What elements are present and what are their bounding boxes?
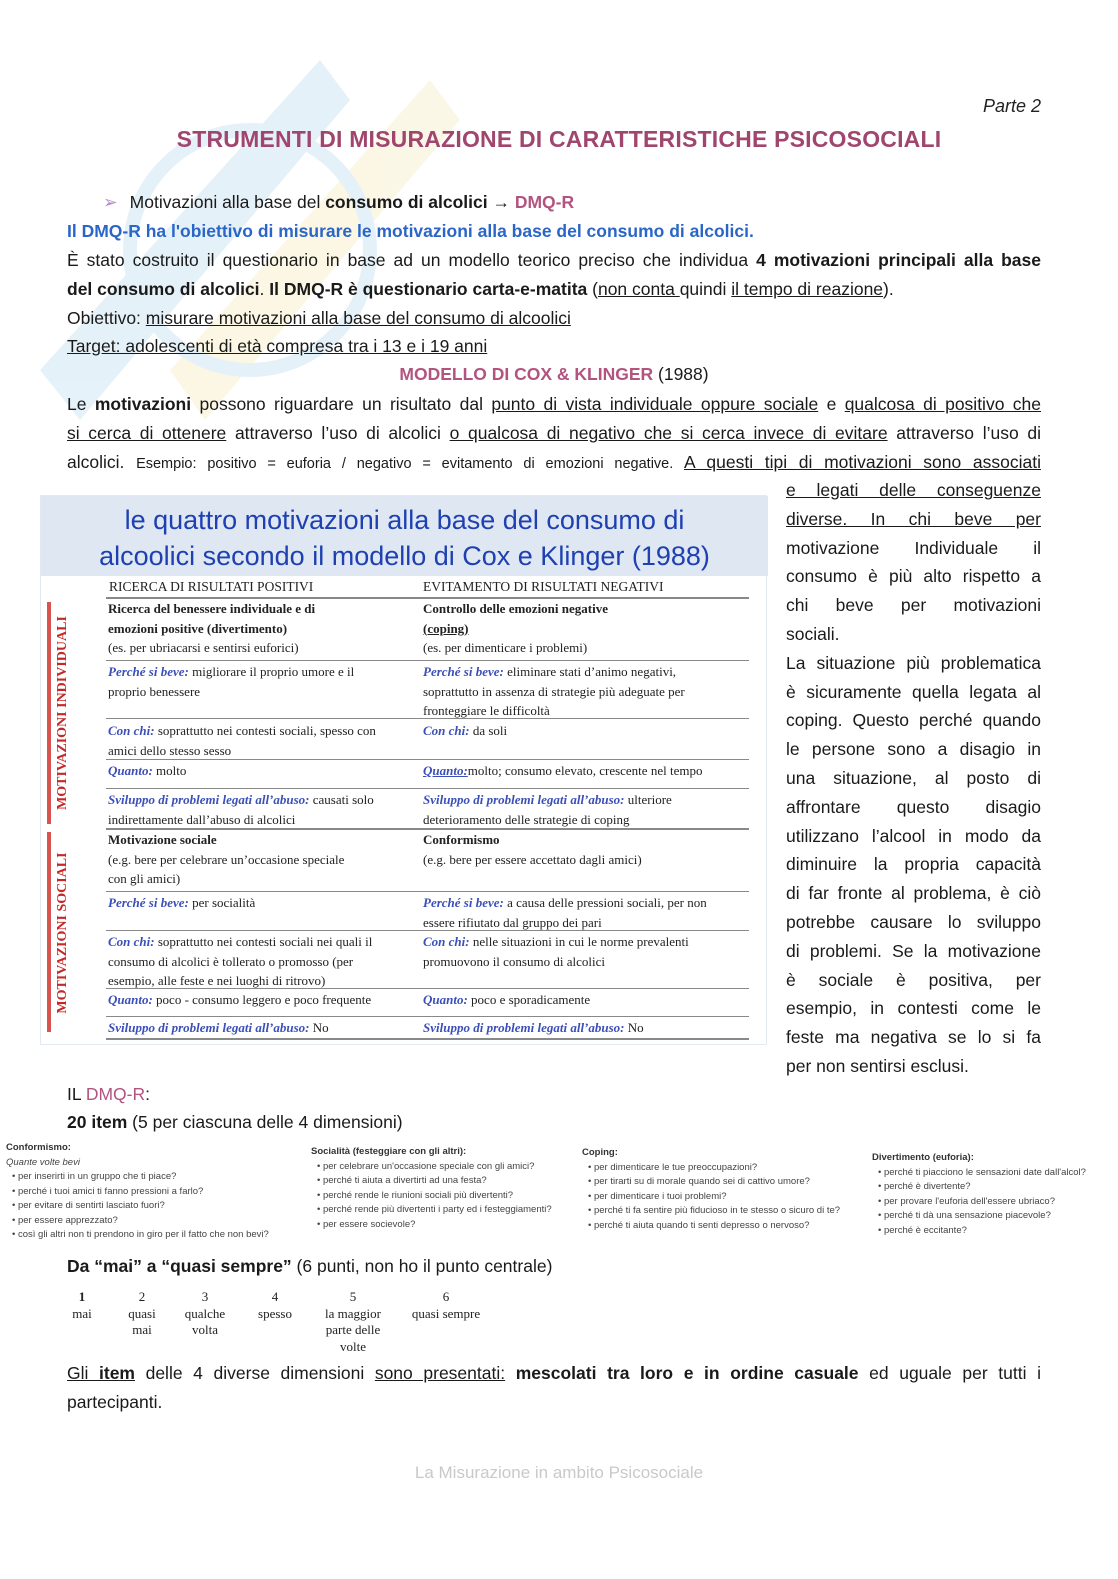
text: Ricerca del benessere individuale e di bbox=[108, 601, 316, 616]
arrow-text: → bbox=[487, 192, 515, 212]
paragraph-line bbox=[67, 448, 1041, 479]
side-line: coping. Questo perché quando bbox=[786, 710, 1041, 731]
dimension-divertimento bbox=[872, 1151, 1112, 1238]
text: nelle situazioni in cui le norme prevalenti bbox=[469, 934, 689, 949]
figure-title: le quattro motivazioni alla base del consumo di bbox=[124, 505, 685, 535]
scale-point bbox=[178, 1289, 232, 1339]
dmqr-tag: DMQ-R bbox=[85, 1084, 146, 1104]
text-underlined: non conta bbox=[597, 279, 680, 299]
text: soprattutto nei contesti sociali, spesso con bbox=[154, 723, 376, 738]
page-footer: La Misurazione in ambito Psicosociale bbox=[414, 1463, 704, 1482]
side-line: diminuire la propria capacità bbox=[786, 854, 1041, 875]
objective-text: misurare motivazioni alla base del consumo di alcoolici bbox=[145, 308, 571, 328]
side-line: di far fronte al problema, è ciò bbox=[786, 883, 1041, 904]
text-italic: Sviluppo di problemi legati all’abuso: bbox=[423, 792, 625, 807]
text: a causa delle pressioni sociali, per non bbox=[503, 895, 707, 910]
text: ed uguale per tutti i bbox=[858, 1363, 1041, 1383]
divider bbox=[106, 759, 749, 760]
text: amici dello stesso sesso bbox=[108, 742, 232, 758]
cell-social-positive-with bbox=[108, 932, 413, 991]
model-title: MODELLO DI COX & KLINGER bbox=[399, 364, 654, 384]
text-bold: mescolati tra loro e in ordine casuale bbox=[505, 1363, 859, 1383]
side-label-social: MOTIVAZIONI SOCIALI bbox=[55, 852, 70, 1014]
list-item: • per essere socievole? bbox=[311, 1218, 576, 1233]
list-item: • per dimenticare i tuoi problemi? bbox=[582, 1190, 867, 1205]
scale-number: 4 bbox=[271, 1289, 279, 1304]
text: (5 per ciascuna delle 4 dimensioni) bbox=[127, 1112, 403, 1132]
text: No bbox=[624, 1020, 644, 1035]
column-header-left: RICERCA DI RISULTATI POSITIVI bbox=[109, 579, 314, 594]
text: poco e sporadicamente bbox=[467, 992, 591, 1007]
cell-social-negative-why bbox=[423, 893, 748, 932]
cell-social-negative-qty bbox=[423, 990, 590, 1010]
text-italic: Perché si beve: bbox=[423, 895, 504, 910]
text: proprio benessere bbox=[108, 683, 201, 699]
dmqr-tag: DMQ-R bbox=[514, 192, 575, 212]
text: partecipanti. bbox=[67, 1392, 163, 1412]
text: (6 punti, non ho il punto centrale) bbox=[291, 1256, 553, 1276]
bullet-text: Motivazioni alla base del bbox=[129, 192, 326, 212]
dmq-items-line bbox=[67, 1108, 1041, 1137]
objective-label: Obiettivo: bbox=[67, 308, 146, 328]
list-item: • per celebrare un'occasione speciale con gli amici? bbox=[311, 1160, 576, 1175]
bullet-line bbox=[103, 188, 1041, 217]
cell-social-positive-dev bbox=[108, 1018, 329, 1038]
scale-label: spesso bbox=[258, 1305, 292, 1321]
text-bold: Da bbox=[67, 1256, 95, 1276]
dimension-subtitle: Quante volte bevi bbox=[6, 1156, 80, 1168]
side-bar bbox=[47, 832, 51, 1032]
text: fronteggiare le difficoltà bbox=[423, 703, 550, 719]
text: emozioni positive (divertimento) bbox=[108, 620, 288, 636]
text: Controllo delle emozioni negative bbox=[423, 601, 608, 616]
scale-number: 6 bbox=[442, 1289, 450, 1304]
text-italic: Sviluppo di problemi legati all’abuso: bbox=[423, 1020, 625, 1035]
list-item: • perché ti aiuta a divertirti ad una festa? bbox=[311, 1174, 576, 1189]
scale-point bbox=[60, 1289, 104, 1322]
text-underlined: qualcosa di positivo che bbox=[844, 394, 1042, 414]
text-underlined: o qualcosa di negativo che si cerca invece di evitare bbox=[449, 423, 888, 443]
side-line: sociali. bbox=[786, 623, 840, 644]
list-item: • perché ti dà una sensazione piacevole? bbox=[872, 1209, 1112, 1224]
text-italic: Quanto: bbox=[423, 763, 468, 778]
model-heading bbox=[67, 360, 1041, 389]
text: attraverso l’uso di bbox=[887, 423, 1041, 443]
text-italic: Sviluppo di problemi legati all’abuso: bbox=[108, 1020, 310, 1035]
text-bold: “quasi sempre” bbox=[161, 1256, 292, 1276]
text: consumo di alcolici è tollerato o promosso (per bbox=[108, 953, 354, 969]
column-header-right: EVITAMENTO DI RISULTATI NEGATIVI bbox=[423, 579, 664, 594]
side-label-individual: MOTIVAZIONI INDIVIDUALI bbox=[55, 616, 70, 810]
text: (e.g. bere per essere accettato dagli amici) bbox=[423, 851, 642, 867]
cell-individual-positive-why bbox=[108, 662, 413, 701]
side-line: affrontare questo disagio bbox=[786, 796, 1041, 817]
scale-point bbox=[250, 1289, 300, 1322]
text: No bbox=[309, 1020, 329, 1035]
list-item: • perché rende più divertenti i party ed i festeggiamenti? bbox=[311, 1203, 576, 1218]
side-line: di problemi. Se la motivazione bbox=[786, 940, 1041, 961]
cell-social-positive-qty bbox=[108, 990, 371, 1010]
list-item: • per provare l'euforia dell'essere ubriaco? bbox=[872, 1195, 1112, 1210]
text-italic: Perché si beve: bbox=[423, 664, 504, 679]
list-item: • per essere apprezzato? bbox=[6, 1214, 306, 1229]
paragraph-line bbox=[67, 1388, 1041, 1417]
text: per socialità bbox=[188, 895, 256, 910]
side-line bbox=[786, 505, 1041, 534]
paragraph-line bbox=[67, 275, 1041, 304]
text: È stato costruito il questionario in base ad un modello teorico preciso che individua bbox=[67, 250, 757, 270]
text: (es. per ubriacarsi e sentirsi euforici) bbox=[108, 640, 299, 656]
list-item: • per tirarti su di morale quando sei di cattivo umore? bbox=[582, 1175, 867, 1190]
paragraph-line bbox=[67, 246, 1041, 275]
scale-line bbox=[67, 1252, 1041, 1281]
cell-individual-negative-qty bbox=[423, 761, 702, 781]
text: soprattutto in assenza di strategie più adeguate per bbox=[423, 683, 685, 699]
arrow-bullet-icon: ➢ bbox=[103, 192, 118, 212]
divider bbox=[106, 1016, 749, 1017]
scale-label: quasi sempre bbox=[411, 1305, 481, 1321]
text-underlined: si cerca di ottenere bbox=[67, 423, 227, 443]
divider bbox=[106, 988, 749, 989]
side-line: chi beve per motivazioni bbox=[786, 595, 1041, 616]
text: molto bbox=[152, 763, 187, 778]
text: Le bbox=[67, 394, 95, 414]
divider bbox=[106, 891, 749, 892]
text: : bbox=[145, 1084, 150, 1104]
text: Motivazione sociale bbox=[108, 832, 217, 847]
figure-header bbox=[41, 496, 768, 576]
cell-individual-positive bbox=[108, 599, 413, 658]
text-italic: Quanto: bbox=[423, 992, 468, 1007]
text-underlined: punto di vista individuale oppure sociale bbox=[491, 394, 819, 414]
text-underlined: Gli bbox=[67, 1363, 99, 1383]
text: (e.g. bere per celebrare un’occasione speciale bbox=[108, 851, 345, 867]
scale-label: la maggior parte delle volte bbox=[325, 1305, 381, 1354]
cell-individual-negative bbox=[423, 599, 748, 658]
list-item: • perché ti fa sentire più fiducioso in te stesso o sicuro di te? bbox=[582, 1204, 867, 1219]
text: delle 4 diverse dimensioni bbox=[134, 1363, 375, 1383]
scale-number: 3 bbox=[201, 1289, 209, 1304]
side-line: è sicuramente quella legata al bbox=[786, 681, 1041, 702]
text: e bbox=[818, 394, 845, 414]
list-item: • perché è eccitante? bbox=[872, 1224, 1112, 1239]
list-item: • perché ti piacciono le sensazioni date dall'alcol? bbox=[872, 1166, 1112, 1181]
scale-label: mai bbox=[72, 1305, 92, 1321]
cell-individual-positive-dev bbox=[108, 790, 413, 829]
dimension-socialita bbox=[311, 1145, 576, 1232]
text: ( bbox=[587, 279, 598, 299]
cell-social-positive bbox=[108, 830, 413, 889]
text-italic: Con chi: bbox=[423, 934, 470, 949]
text: deterioramento delle strategie di coping bbox=[423, 811, 630, 827]
example-text: Esempio: positivo = euforia / negativo = evitamento di emozioni negative. bbox=[136, 456, 674, 472]
text: possono riguardare un risultato dal bbox=[191, 394, 492, 414]
cell-individual-negative-with bbox=[423, 721, 507, 741]
text: indirettamente dall’abuso di alcolici bbox=[108, 811, 296, 827]
text: poco - consumo leggero e poco frequente bbox=[152, 992, 372, 1007]
side-line: motivazione Individuale il bbox=[786, 537, 1041, 558]
scale-label: quasi mai bbox=[128, 1305, 156, 1337]
text-bold: Il DMQ-R è questionario carta-e-matita bbox=[269, 279, 588, 299]
text: Conformismo bbox=[423, 832, 500, 847]
cell-individual-positive-qty bbox=[108, 761, 186, 781]
text: quindi bbox=[679, 279, 732, 299]
side-line: e legati delle conseguenze bbox=[786, 480, 1041, 500]
text-bold: a bbox=[141, 1256, 162, 1276]
side-line: utilizzano l’alcool in modo da bbox=[786, 825, 1041, 846]
text: soprattutto nei contesti sociali nei quali il bbox=[154, 934, 373, 949]
dimension-title: Conformismo: bbox=[6, 1142, 71, 1153]
model-year: (1988) bbox=[653, 364, 709, 384]
text: ). bbox=[883, 279, 894, 299]
list-item: • perché è divertente? bbox=[872, 1180, 1112, 1195]
list-item: • così gli altri non ti prendono in giro per il fatto che non bevi? bbox=[6, 1228, 306, 1243]
dimension-title: Divertimento (euforia): bbox=[872, 1152, 974, 1163]
page-title: STRUMENTI DI MISURAZIONE DI CARATTERISTICHE PSICOSOCIALI bbox=[176, 126, 942, 152]
dimension-coping bbox=[582, 1146, 867, 1233]
paragraph-line bbox=[67, 390, 1041, 419]
divider bbox=[106, 1038, 749, 1040]
scale-point bbox=[120, 1289, 164, 1339]
text: causati solo bbox=[309, 792, 374, 807]
paragraph-line bbox=[67, 1359, 1041, 1388]
side-line: per non sentirsi esclusi. bbox=[786, 1055, 969, 1076]
list-item: • perché rende le riunioni sociali più divertenti? bbox=[311, 1189, 576, 1204]
cell-individual-negative-why bbox=[423, 662, 748, 721]
dimension-title: Socialità (festeggiare con gli altri): bbox=[311, 1146, 467, 1157]
side-line: feste ma negativa se lo si fa bbox=[786, 1027, 1041, 1048]
text: (coping) bbox=[423, 620, 469, 636]
text: promuovono il consumo di alcolici bbox=[423, 953, 605, 969]
text-bold: item bbox=[99, 1363, 135, 1383]
cell-individual-positive-with bbox=[108, 721, 413, 760]
objective-line bbox=[67, 304, 1041, 333]
cell-individual-negative-dev bbox=[423, 790, 748, 829]
side-line: le persone sono a disagio in bbox=[786, 739, 1041, 760]
cell-social-positive-why bbox=[108, 893, 255, 913]
text-italic: Perché si beve: bbox=[108, 895, 189, 910]
side-bar bbox=[47, 602, 51, 824]
text: diverse. In chi beve per bbox=[786, 508, 1041, 529]
aim-text: Il DMQ-R ha l'obiettivo di misurare le motivazioni alla base del consumo di alcolici. bbox=[67, 221, 754, 241]
text: (es. per dimenticare i problemi) bbox=[423, 640, 588, 656]
text-italic: Con chi: bbox=[423, 723, 470, 738]
text-italic: Perché si beve: bbox=[108, 664, 189, 679]
text-italic: Con chi: bbox=[108, 934, 155, 949]
divider bbox=[106, 930, 749, 931]
aim-line bbox=[67, 217, 1041, 246]
scale-number: 5 bbox=[349, 1289, 357, 1304]
scale-point bbox=[404, 1289, 488, 1322]
cell-social-negative-dev bbox=[423, 1018, 644, 1038]
text: alcolici. bbox=[67, 452, 137, 472]
text: . bbox=[259, 279, 270, 299]
list-item: • perché ti aiuta quando ti senti depresso o nervoso? bbox=[582, 1219, 867, 1234]
text: essere rifiutato dal gruppo dei pari bbox=[423, 914, 602, 930]
cell-social-negative-with bbox=[423, 932, 748, 971]
scale-number: 1 bbox=[78, 1289, 86, 1304]
text-underlined: A questi tipi di motivazioni sono associati bbox=[684, 452, 1042, 472]
target-text: Target: adolescenti di età compresa tra i 13 e i 19 anni bbox=[67, 336, 488, 356]
text-bold: 4 motivazioni principali alla base bbox=[756, 250, 1041, 270]
text bbox=[673, 452, 684, 472]
list-item: • per evitare di sentirti lasciato fuori? bbox=[6, 1199, 306, 1214]
dimension-conformismo bbox=[6, 1141, 306, 1243]
target-line bbox=[67, 332, 1041, 361]
divider bbox=[106, 718, 749, 719]
text: con gli amici) bbox=[108, 871, 181, 887]
text: molto; consumo elevato, crescente nel tempo bbox=[467, 763, 703, 778]
text: eliminare stati d’animo negativi, bbox=[503, 664, 677, 679]
scale-label: qualche volta bbox=[184, 1305, 226, 1337]
list-item: • per inserirti in un gruppo che ti piace? bbox=[6, 1170, 306, 1185]
text-bold: motivazioni bbox=[94, 394, 192, 414]
side-line: è sociale è positiva, per bbox=[786, 969, 1041, 990]
scale-point bbox=[317, 1289, 389, 1355]
cell-social-negative bbox=[423, 830, 748, 869]
text-bold: del consumo di alcolici bbox=[67, 279, 260, 299]
side-line: La situazione più problematica bbox=[786, 652, 1041, 673]
divider bbox=[106, 660, 749, 661]
text: da soli bbox=[469, 723, 508, 738]
text-bold: “mai” bbox=[94, 1256, 142, 1276]
text: attraverso l’uso di alcolici bbox=[226, 423, 450, 443]
text-underlined: il tempo di reazione bbox=[731, 279, 884, 299]
text-italic: Quanto: bbox=[108, 992, 153, 1007]
list-item: • perché i tuoi amici ti fanno pressioni a farlo? bbox=[6, 1185, 306, 1200]
list-item: • per dimenticare le tue preoccupazioni? bbox=[582, 1161, 867, 1176]
text: migliorare il proprio umore e il bbox=[188, 664, 355, 679]
text-italic: Quanto: bbox=[108, 763, 153, 778]
text-bold: 20 item bbox=[67, 1112, 128, 1132]
side-line: consumo è più alto rispetto a bbox=[786, 566, 1041, 587]
text: esempio, alle feste e nei luoghi di ritrovo) bbox=[108, 973, 326, 989]
bullet-bold: consumo di alcolici bbox=[325, 192, 488, 212]
scale-number: 2 bbox=[138, 1289, 146, 1304]
text-italic: Sviluppo di problemi legati all’abuso: bbox=[108, 792, 310, 807]
section-label: Parte 2 bbox=[982, 96, 1041, 116]
figure-title: alcoolici secondo il modello di Cox e Klinger (1988) bbox=[99, 541, 710, 571]
side-line: esempio, in contesti come le bbox=[786, 998, 1041, 1019]
side-line: una situazione, al posto di bbox=[786, 767, 1041, 788]
text-underlined: sono presentati: bbox=[374, 1363, 506, 1383]
dmq-label-line bbox=[67, 1080, 1041, 1109]
side-paragraph bbox=[786, 476, 1041, 1081]
side-line: potrebbe causare lo sviluppo bbox=[786, 911, 1041, 932]
cox-klinger-figure bbox=[40, 495, 767, 1045]
text-italic: Con chi: bbox=[108, 723, 155, 738]
dimension-title: Coping: bbox=[582, 1147, 618, 1158]
text: ulteriore bbox=[624, 792, 672, 807]
paragraph-line bbox=[67, 419, 1041, 448]
text: IL bbox=[67, 1084, 86, 1104]
divider bbox=[106, 788, 749, 789]
